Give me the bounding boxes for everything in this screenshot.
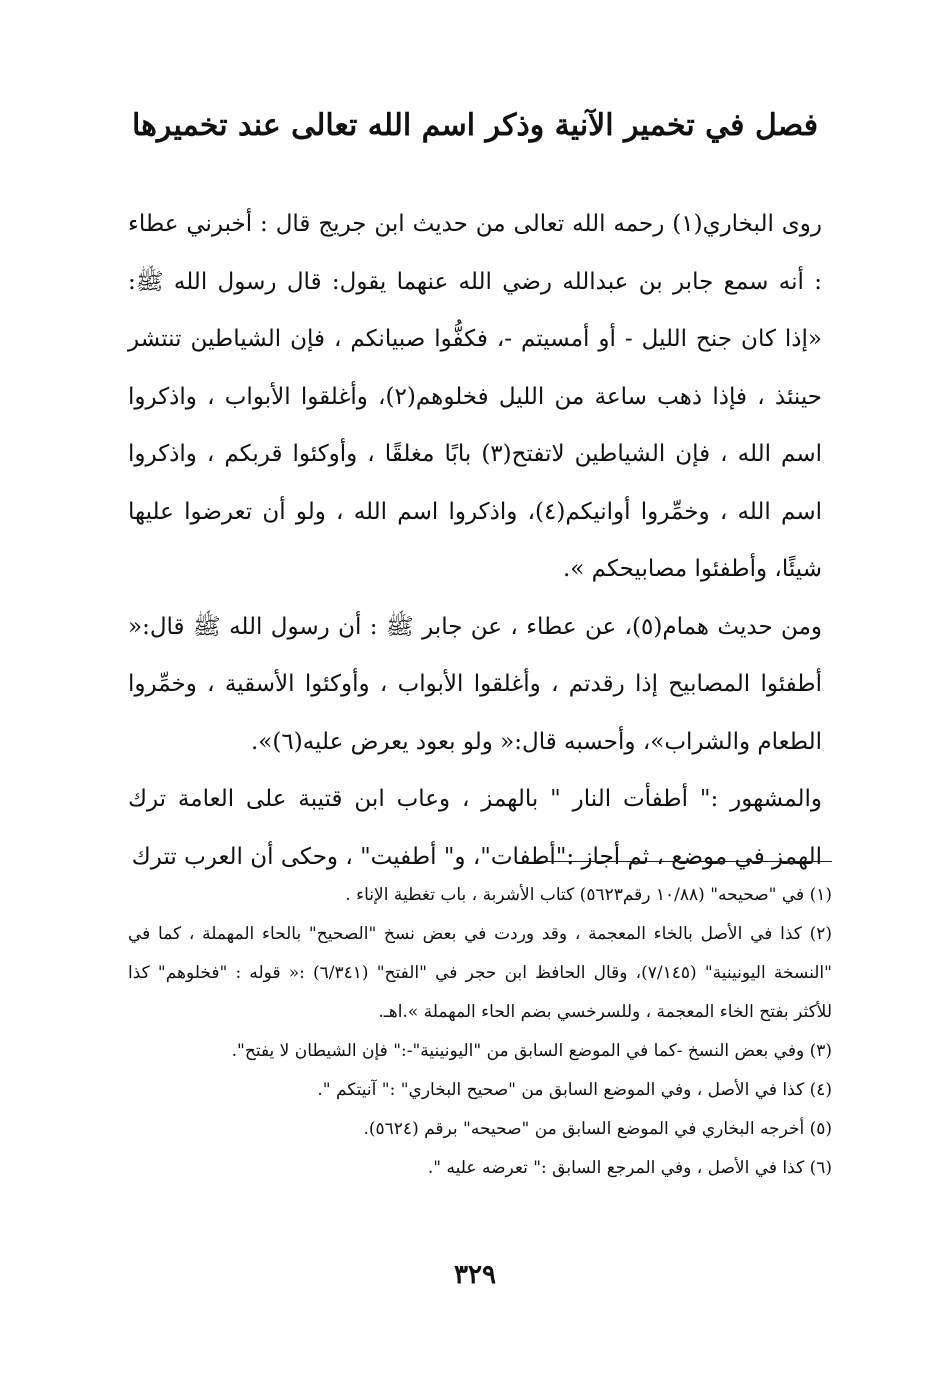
footnote-2: (٢) كذا في الأصل بالخاء المعجمة ، وقد وردت في بعض نسخ "الصحيح" بالحاء المهملة ، كما في "النسخة اليونينية" (٧/١٤٥)، وقال الحافظ ابن حجر في "الفتح" (٦/٣٤١) :« قوله : "فخلوهم" كذا للأكثر بفتح الخاء المعجمة ، وللسرخسي بضم الحاء المهملة ».اهـ. xyxy=(128,924,832,1022)
footnote-4: (٤) كذا في الأصل ، وفي الموضع السابق من "صحيح البخاري" :" آنيتكم ". xyxy=(317,1080,832,1100)
footnote-1: (١) في "صحيحه" (١٠/٨٨ رقم٥٦٢٣) كتاب الأشربة ، باب تغطية الإناء . xyxy=(345,885,832,905)
chapter-title: فصل في تخمير الآنية وذكر اسم الله تعالى عند تخميرها xyxy=(131,108,819,144)
footnote-5: (٥) أخرجه البخاري في الموضع السابق من "صحيحه" برقم (٥٦٢٤). xyxy=(363,1119,832,1139)
paragraph-grammar-note: والمشهور :" أطفأت النار " بالهمز ، وعاب ابن قتيبة على العامة ترك الهمز في موضع ، ثم أجاز :"أطفات"، و" أطفيت" ، وحكى أن العرب تترك xyxy=(128,786,822,870)
footnotes xyxy=(128,876,832,1188)
footnote-3: (٣) وفي بعض النسخ -كما في الموضع السابق من "اليونينية"-:" فإن الشيطان لا يفتح". xyxy=(231,1041,832,1061)
footnote-separator xyxy=(535,861,832,862)
footnote-6: (٦) كذا في الأصل ، وفي المرجع السابق :" تعرضه عليه ". xyxy=(427,1158,832,1178)
page-number: ٣٢٩ xyxy=(454,1260,496,1290)
body-text xyxy=(128,196,822,886)
paragraph-hadith-bukhari: روى البخاري(١) رحمه الله تعالى من حديث ابن جريج قال : أخبرني عطاء : أنه سمع جابر بن عبدالله رضي الله عنهما يقول: قال رسول الله ﷺ: «إذا كان جنح الليل - أو أمسيتم -، فكفُّوا صبيانكم ، فإن الشياطين تنتشر حينئذ ، فإذا ذهب ساعة من الليل فخلوهم(٢)، وأغلقوا الأبواب ، واذكروا اسم الله ، فإن الشياطين لاتفتح(٣) بابًا مغلقًا ، وأوكئوا قربكم ، واذكروا اسم الله ، وخمِّروا أوانيكم(٤)، واذكروا اسم الله ، ولو أن تعرضوا عليها شيئًا، وأطفئوا مصابيحكم ». xyxy=(128,211,823,582)
paragraph-hadith-hammam: ومن حديث همام(٥)، عن عطاء ، عن جابر ﷺ : أن رسول الله ﷺ قال:« أطفئوا المصابيح إذا رقدتم ، وأغلقوا الأبواب ، وأوكئوا الأسقية ، وخمِّروا الطعام والشراب»، وأحسبه قال:« ولو بعود يعرض عليه(٦)». xyxy=(128,613,822,755)
